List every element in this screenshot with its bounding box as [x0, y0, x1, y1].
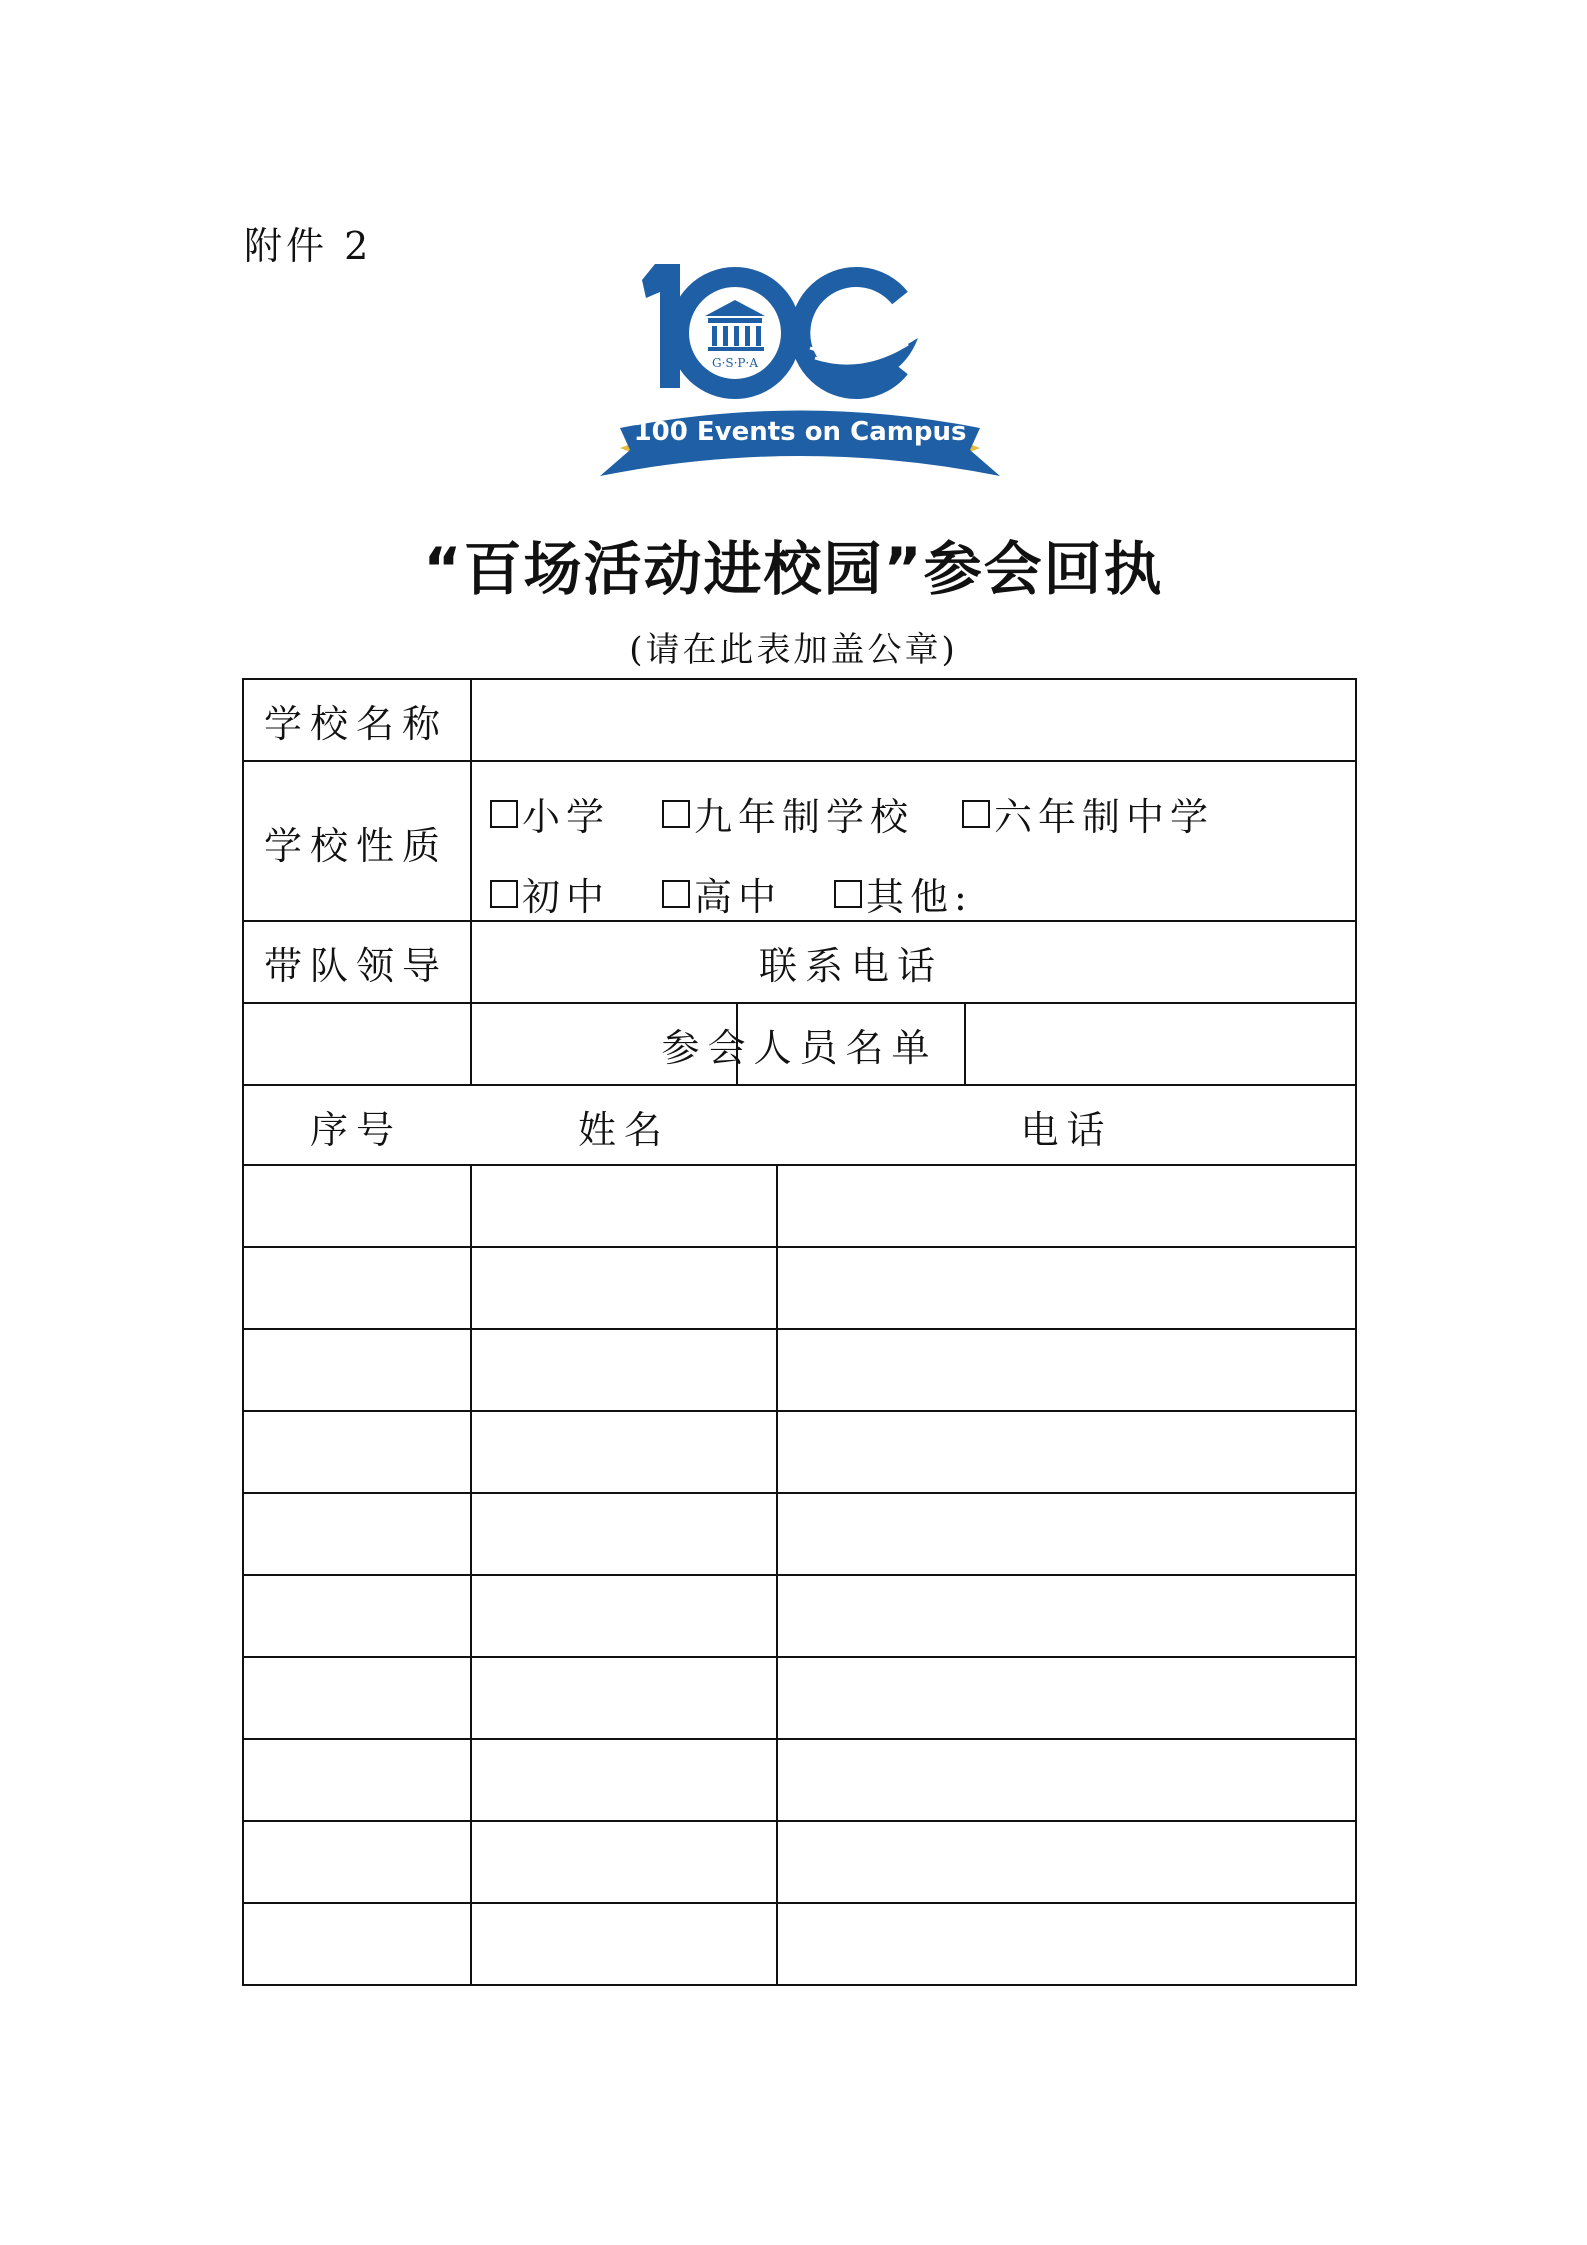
option-label: 其他:	[866, 875, 973, 919]
school-type-option-primary[interactable]	[490, 786, 610, 841]
attendees-header: 参会人员名单	[661, 1025, 938, 1070]
table-row[interactable]	[242, 1494, 1357, 1574]
school-type-option-junior[interactable]	[490, 866, 610, 921]
option-label: 初中	[522, 875, 611, 919]
table-row[interactable]	[242, 1740, 1357, 1820]
column-header-phone: 电话	[1020, 1107, 1113, 1152]
registration-form-table	[242, 678, 1357, 1986]
option-label: 六年制中学	[994, 795, 1215, 839]
school-type-option-senior[interactable]	[662, 866, 782, 921]
table-row[interactable]	[242, 1166, 1357, 1246]
option-label: 高中	[694, 875, 783, 919]
table-row[interactable]	[242, 1576, 1357, 1656]
logo-center-text: G·S·P·A	[712, 356, 758, 370]
logo-temple-icon	[705, 300, 765, 351]
table-row[interactable]	[242, 1658, 1357, 1738]
contact-phone-input[interactable]	[966, 922, 1355, 1002]
table-row[interactable]	[242, 1412, 1357, 1492]
contact-phone-label: 联系电话	[758, 943, 943, 988]
checkbox-icon	[490, 800, 518, 828]
table-row[interactable]	[242, 1822, 1357, 1902]
checkbox-icon	[662, 800, 690, 828]
checkbox-icon	[490, 880, 518, 908]
attachment-label: 附件 2	[244, 224, 373, 268]
page-title: “百场活动进校园”参会回执	[423, 535, 1164, 603]
checkbox-icon	[834, 880, 862, 908]
school-name-label: 学校名称	[263, 701, 448, 746]
school-name-input[interactable]	[472, 678, 1355, 762]
gspa-100-events-logo	[600, 258, 1000, 488]
checkbox-icon	[962, 800, 990, 828]
column-header-name: 姓名	[577, 1107, 670, 1152]
school-type-option-nine-year[interactable]	[662, 786, 914, 841]
school-type-option-six-year[interactable]	[962, 786, 1214, 841]
school-type-option-other[interactable]	[834, 866, 973, 921]
option-label: 小学	[522, 795, 611, 839]
checkbox-icon	[662, 880, 690, 908]
table-row[interactable]	[242, 1904, 1357, 1984]
table-border-bottom	[242, 1984, 1357, 1986]
table-row[interactable]	[242, 1248, 1357, 1328]
leader-input[interactable]	[472, 922, 736, 1002]
page-subtitle: (请在此表加盖公章)	[629, 630, 958, 670]
leader-label: 带队领导	[263, 943, 448, 988]
school-type-label: 学校性质	[263, 823, 448, 868]
option-label: 九年制学校	[694, 795, 915, 839]
table-row[interactable]	[242, 1330, 1357, 1410]
logo-banner-text: 100 Events on Campus	[633, 417, 967, 447]
column-header-index: 序号	[309, 1107, 402, 1152]
